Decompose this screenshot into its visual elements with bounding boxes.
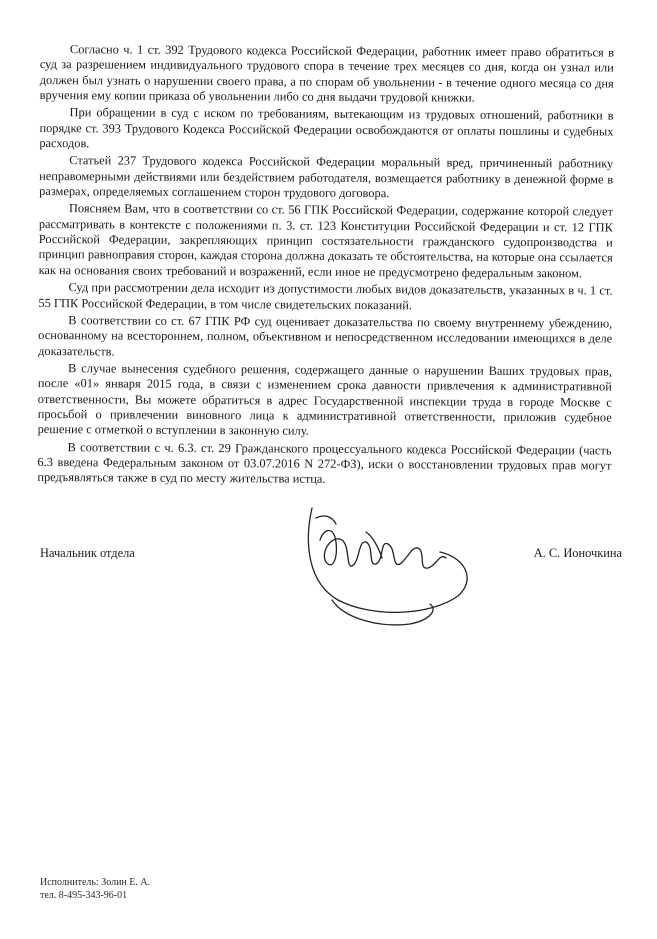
- letter-body: [37, 42, 614, 491]
- signatory-name: А. С. Ионочкина: [533, 546, 622, 560]
- handwritten-signature: [280, 488, 480, 648]
- executor-phone: тел. 8-495-343-96-01: [40, 890, 128, 901]
- paragraph-administrative-liability: В случае вынесения судебного решения, содержащего данные о нарушении Ваших трудовых прав, после «01» января 2015 года, в связи с изменением срока давности привлечения к административной ответственности, Вы можете обратиться в адрес Государственной инспекции труда в городе Москве с просьбой о привлечении виновного лица к административной ответственности, приложив судебное решение с отметкой о вступлении в законную силу.: [37, 361, 613, 438]
- paragraph-admissible-evidence: Суд при рассмотрении дела исходит из допустимости любых видов доказательств, указанных в ч. 1 ст. 55 ГПК Российской Федерации, в том числе свидетельских показаний.: [38, 280, 613, 312]
- paragraph-evidence-evaluation: В соответствии со ст. 67 ГПК РФ суд оценивает доказательства по своему внутреннему убеждению, основанному на всестороннем, полном, объективном и непосредственном исследовании имеющихся в деле доказательств.: [38, 313, 613, 358]
- paragraph-jurisdiction: В соответствии с ч. 6.3. ст. 29 Гражданского процессуального кодекса Российской Федерации (часть 6.3 введена Федеральным законом от 03.07.2016 N 272-ФЗ), иски о восстановлении трудовых прав могут предъявляться также в суд по месту жительства истца.: [37, 439, 612, 487]
- paragraph-burden-of-proof: Поясняем Вам, что в соответствии со ст. 56 ГПК Российской Федерации, содержание которой следует рассматривать в контексте с положениями п. 3. ст. 123 Конституции Российской Федерации и ст. 12 ГПК Российской Федерации, закрепляющих принцип состязательности гражданского судопроизводства и принцип равноправия сторон, каждая сторона должна доказать те обстоятельства, на которые она ссылается как на основания своих требований и возражений, если иное не предусмотрено федеральным законом.: [38, 201, 614, 281]
- signature-row: [40, 545, 622, 565]
- executor-name: Исполнитель: Золин Е. А.: [40, 877, 151, 888]
- paragraph-labor-dispute-deadlines: Согласно ч. 1 ст. 392 Трудового кодекса Российской Федерации, работник имеет право обратиться в суд за разрешением индивидуального трудового спора в течение трех месяцев со дня, когда он узнал или должен был узнать о нарушении своего права, а по спорам об увольнении - в течение одного месяца со дня вручения ему копии приказа об увольнении либо со дня выдачи трудовой книжки.: [39, 42, 614, 105]
- signatory-position: Начальник отдела: [40, 546, 135, 560]
- paragraph-court-fees-exemption: При обращении в суд с иском по требованиям, вытекающим из трудовых отношений, работники в порядке ст. 393 Трудового Кодекса Российской Федерации освобождаются от оплаты пошлины и судебных расходов.: [39, 105, 614, 151]
- paragraph-moral-damage: Статьей 237 Трудового кодекса Российской Федерации моральный вред, причиненный работнику неправомерными действиями или бездействием работодателя, возмещается работнику в денежной форме в размерах, определяемых соглашением сторон трудового договора.: [39, 153, 614, 201]
- executor-info: [40, 876, 150, 902]
